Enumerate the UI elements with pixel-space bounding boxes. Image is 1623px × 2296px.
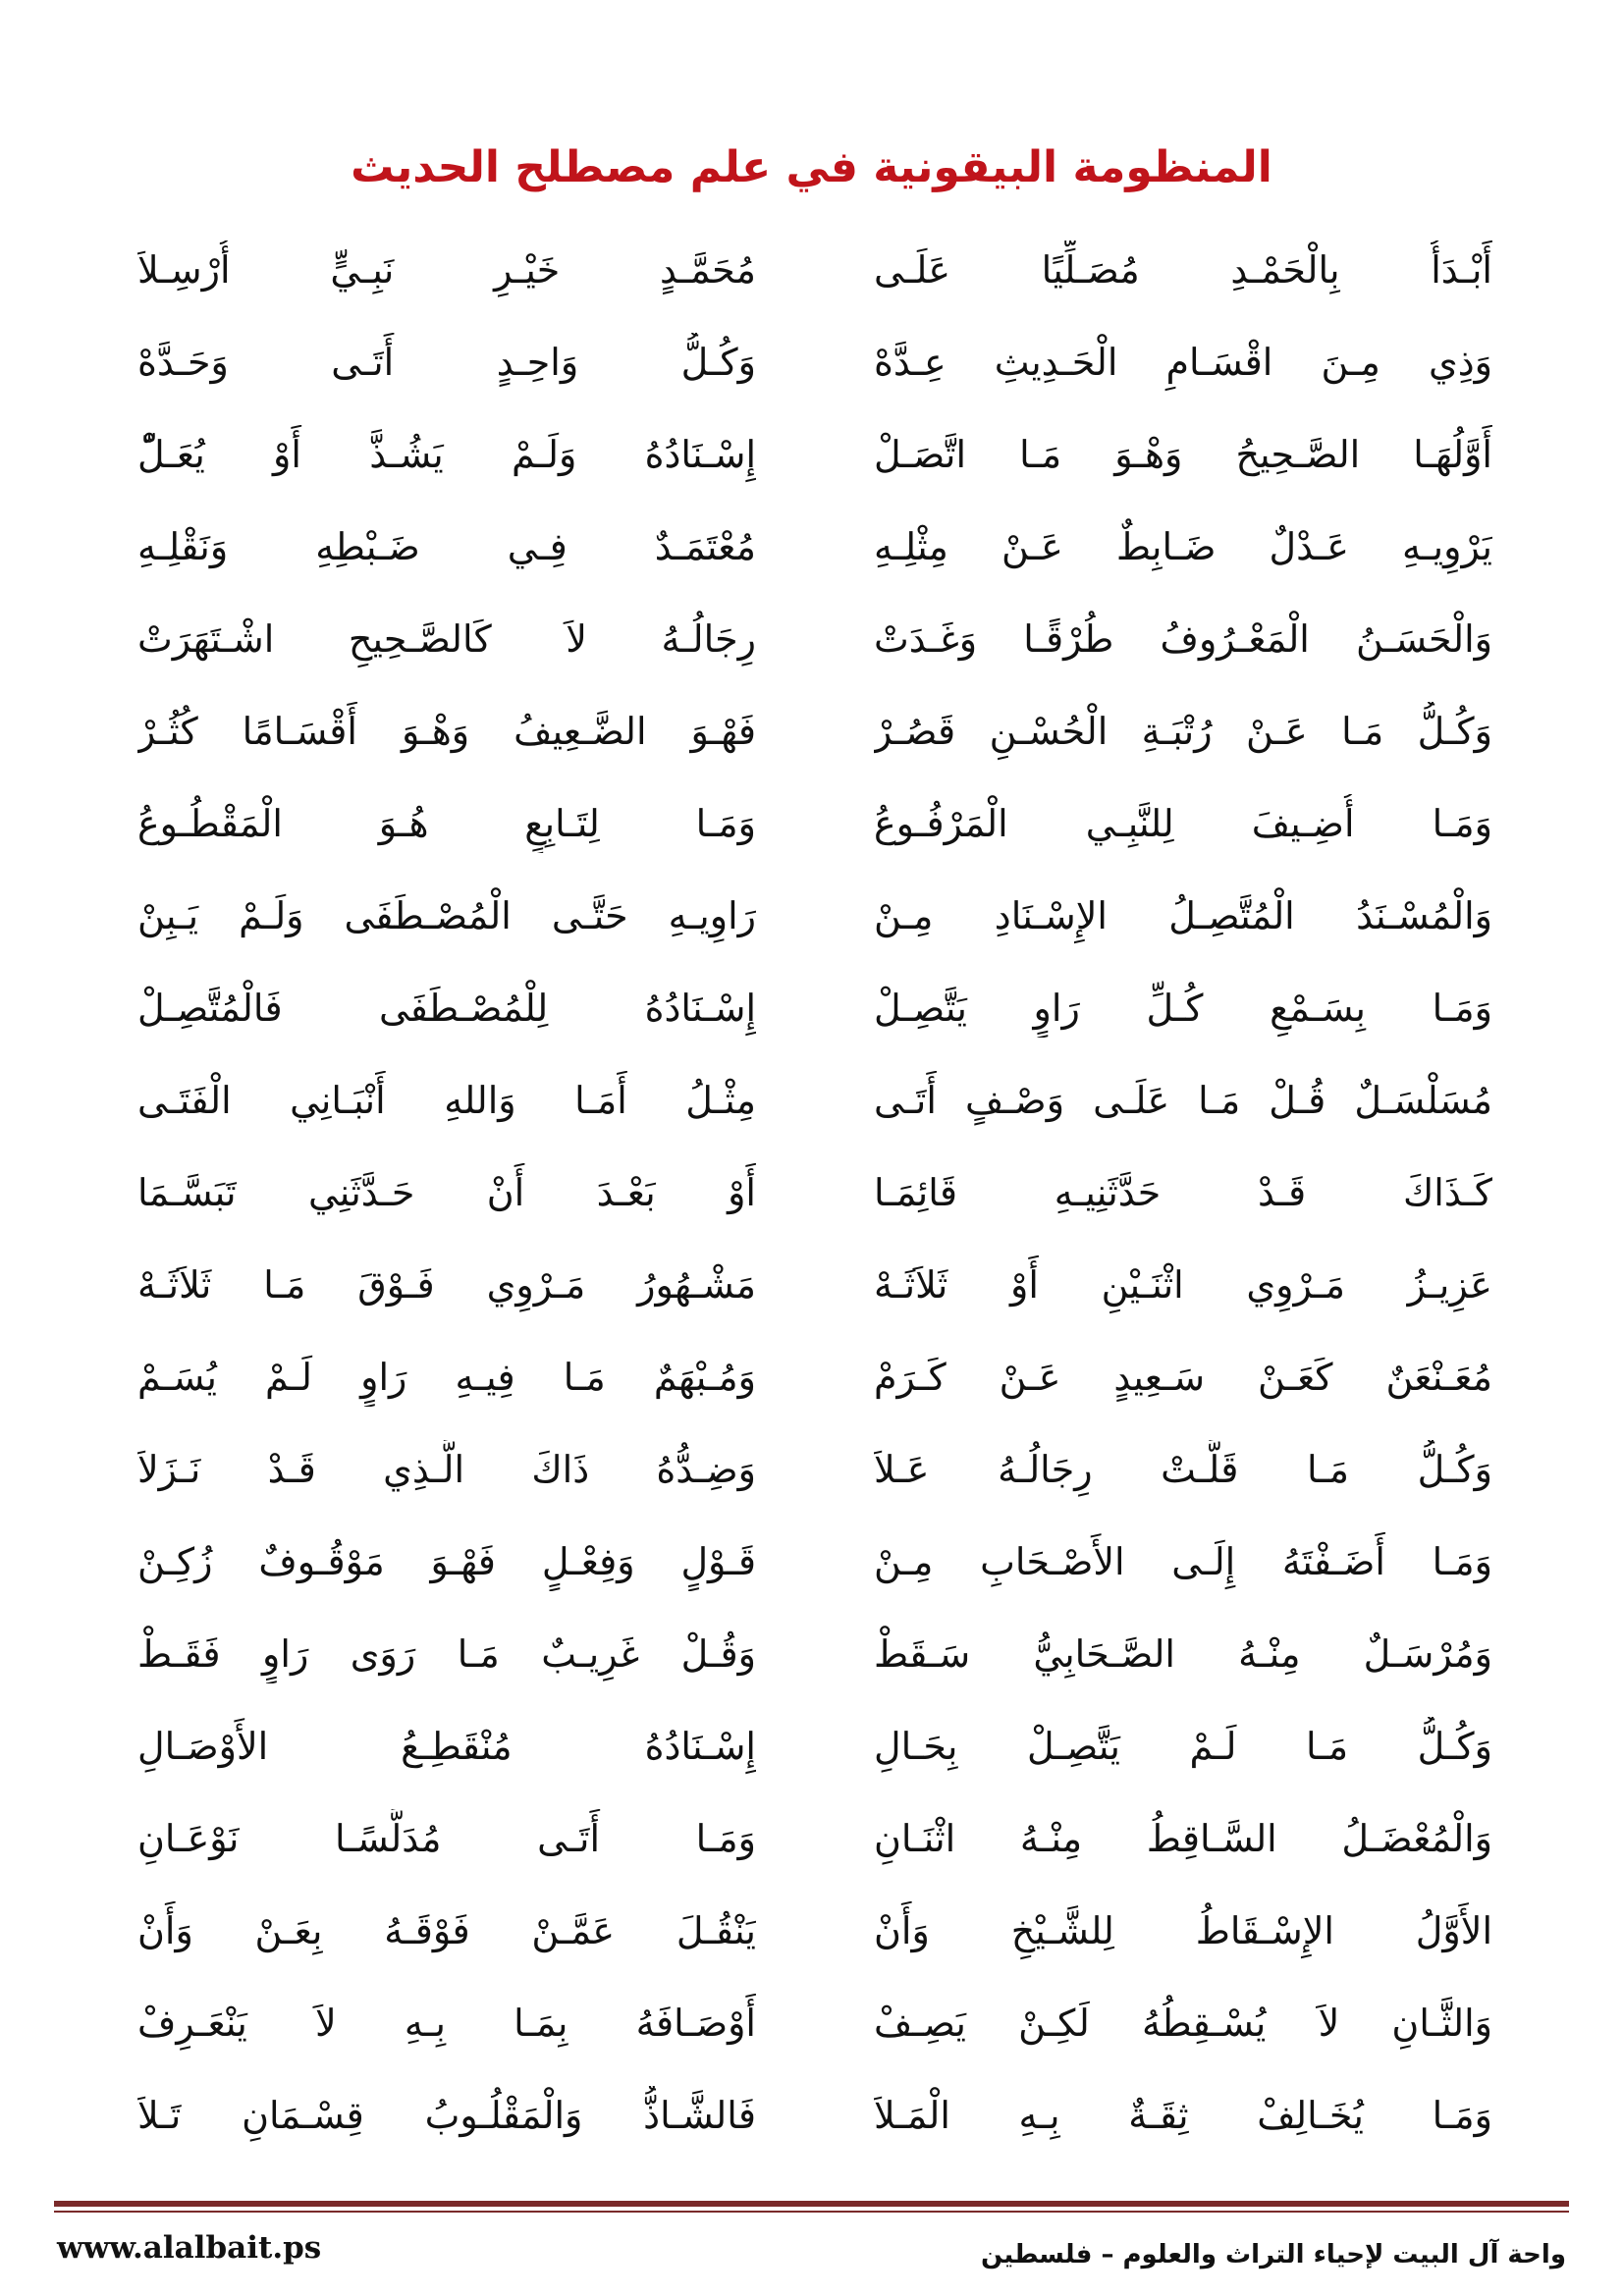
footer-divider-thin bbox=[54, 2211, 1569, 2213]
verse-row bbox=[137, 1700, 1492, 1792]
verse-right-hemistich: الأَوَّلُ الإِسْـقَاطُ لِلشَّـيْخِ وَأَنْ bbox=[874, 1909, 1492, 1952]
verse-right-hemistich: وَمَـا أُضِـيفَ لِلنَّبِـي الْمَرْفُـوعُ bbox=[874, 802, 1492, 845]
verse-row bbox=[137, 2069, 1492, 2162]
verse-left-hemistich: مَشْـهُورُ مَـرْوِي فَـوْقَ مَـا ثَلاَثَـهْ bbox=[137, 1263, 756, 1307]
verse-right-hemistich: وَالثَّـانِ لاَ يُسْـقِطُهُ لَكِـنْ يَصِـفْ bbox=[874, 2002, 1492, 2045]
verse-row bbox=[137, 1885, 1492, 1977]
verse-left-hemistich: مُحَمَّـدٍ خَيْـرِ نَبِـيٍّ أُرْسِـلاَ bbox=[137, 248, 756, 292]
verse-row bbox=[137, 685, 1492, 777]
verse-left-hemistich: مِثْـلُ أَمَـا وَاللهِ أَنْبَـانِي الْفَتَـى bbox=[137, 1079, 756, 1122]
verse-row bbox=[137, 1147, 1492, 1239]
verse-right-hemistich: وَكُـلُّ مَـا قَلَّـتْ رِجَالُـهُ عَـلاَ bbox=[874, 1448, 1492, 1491]
verse-left-hemistich: أَوْصَـافَهُ بِمَـا بِـهِ لاَ يَنْعَـرِفْ bbox=[137, 2002, 756, 2045]
verse-left-hemistich: أَوْ بَعْـدَ أَنْ حَـدَّثَنِي تَبَسَّـمَا bbox=[137, 1171, 756, 1214]
verse-left-hemistich: رَاوِيـهِ حَتَّـى الْمُصْـطَفَى وَلَـمْ يَـبِنْ bbox=[137, 894, 756, 937]
poem-body bbox=[137, 224, 1492, 2167]
verse-left-hemistich: إِسْـنَادُهُ لِلْمُصْـطَفَى فَالْمُتَّصِـلْ bbox=[137, 987, 756, 1030]
verse-left-hemistich: فَهْـوَ الضَّـعِيفُ وَهْـوَ أَقْسَـامًا كُثُـرْ bbox=[137, 710, 756, 753]
footer-divider-thick bbox=[54, 2201, 1569, 2207]
verse-row bbox=[137, 1331, 1492, 1423]
verse-row bbox=[137, 501, 1492, 593]
verse-row bbox=[137, 1423, 1492, 1516]
verse-left-hemistich: مُعْتَمَـدٌ فِـي ضَـبْطِهِ وَنَقْلِـهِ bbox=[137, 525, 756, 568]
verse-row bbox=[137, 1516, 1492, 1608]
verse-left-hemistich: قَـوْلٍ وَفِعْـلٍ فَهْـوَ مَوْقُـوفٌ زُكِـنْ bbox=[137, 1540, 756, 1583]
verse-left-hemistich: فَالشَّـاذُّ وَالْمَقْلُـوبُ قِسْـمَانِ تَـلاَ bbox=[137, 2094, 756, 2137]
verse-left-hemistich: يَنْقُـلَ عَمَّـنْ فَوْقَـهُ بِعَـنْ وَأَنْ bbox=[137, 1909, 756, 1952]
verse-right-hemistich: يَرْوِيـهِ عَـدْلٌ ضَـابِطٌ عَـنْ مِثْلِـهِ bbox=[874, 525, 1492, 568]
verse-left-hemistich: وَمَـا أَتَـى مُدَلَّسًـا نَوْعَـانِ bbox=[137, 1817, 756, 1860]
verse-row bbox=[137, 962, 1492, 1054]
verse-left-hemistich: وَضِـدُّهُ ذَاكَ الَّـذِي قَـدْ نَـزَلاَ bbox=[137, 1448, 756, 1491]
verse-right-hemistich: وَمَـا يُخَـالِفْ ثِقَـةٌ بِـهِ الْمَـلاَ bbox=[874, 2094, 1492, 2137]
verse-row bbox=[137, 316, 1492, 408]
verse-right-hemistich: أَوَّلُهَـا الصَّـحِيحُ وَهْـوَ مَـا اتَّصَـلْ bbox=[874, 433, 1492, 476]
verse-right-hemistich: وَكُـلُّ مَـا عَـنْ رُتْبَـةِ الْحُسْـنِ قَصُـرْ bbox=[874, 710, 1492, 753]
verse-left-hemistich: وَمَـا لِتَـابِعٍ هُـوَ الْمَقْطُـوعُ bbox=[137, 802, 756, 845]
footer-organization: واحة آل البيت لإحياء التراث والعلوم – فلسطين bbox=[980, 2240, 1566, 2269]
verse-left-hemistich: وَمُـبْهَمٌ مَـا فِيـهِ رَاوٍ لَـمْ يُسَـمْ bbox=[137, 1356, 756, 1399]
verse-row bbox=[137, 1977, 1492, 2069]
verse-row bbox=[137, 1239, 1492, 1331]
page-title: المنظومة البيقونية في علم مصطلح الحديث bbox=[351, 142, 1272, 193]
verse-right-hemistich: أَبْـدَأُ بِالْحَمْـدِ مُصَـلِّيًا عَلَـى bbox=[874, 248, 1492, 292]
verse-row bbox=[137, 870, 1492, 962]
verse-right-hemistich: مُعَـنْعَنٌ كَعَـنْ سَـعِيدٍ عَـنْ كَـرَمْ bbox=[874, 1356, 1492, 1399]
verse-right-hemistich: كَـذَاكَ قَـدْ حَدَّثَنِيـهِ قَائِمَـا bbox=[874, 1171, 1492, 1214]
verse-right-hemistich: وَمُرْسَـلٌ مِنْـهُ الصَّـحَابِيُّ سَـقَطْ bbox=[874, 1632, 1492, 1676]
verse-right-hemistich: عَزِيـزُ مَـرْوِي اثْنَـيْنِ أَوْ ثَلاَثَـهْ bbox=[874, 1263, 1492, 1307]
verse-left-hemistich: رِجَالُـهُ لاَ كَالصَّـحِيحِ اشْـتَهَرَتْ bbox=[137, 617, 756, 661]
verse-row bbox=[137, 777, 1492, 870]
verse-row bbox=[137, 224, 1492, 316]
verse-right-hemistich: وَذِي مِـنَ اقْسَـامِ الْحَـدِيثِ عِـدَّهْ bbox=[874, 341, 1492, 384]
verse-right-hemistich: وَالْحَسَـنُ الْمَعْـرُوفُ طُرْقًـا وَغَـدَتْ bbox=[874, 617, 1492, 661]
verse-row bbox=[137, 593, 1492, 685]
verse-right-hemistich: مُسَلْسَـلٌ قُـلْ مَـا عَلَـى وَصْـفٍ أَتَـى bbox=[874, 1079, 1492, 1122]
verse-row bbox=[137, 1792, 1492, 1885]
verse-right-hemistich: وَالْمُسْـنَدُ الْمُتَّصِـلُ الإِسْـنَادِ مِـنْ bbox=[874, 894, 1492, 937]
verse-row bbox=[137, 1054, 1492, 1147]
verse-right-hemistich: وَمَـا أَضَـفْتَهُ إِلَـى الأَصْـحَابِ مِـنْ bbox=[874, 1540, 1492, 1583]
verse-right-hemistich: وَالْمُعْضَـلُ السَّـاقِطُ مِنْـهُ اثْنَـانِ bbox=[874, 1817, 1492, 1860]
footer-website-link[interactable]: www.alalbait.ps bbox=[57, 2230, 322, 2266]
verse-row bbox=[137, 1608, 1492, 1700]
verse-row bbox=[137, 408, 1492, 501]
verse-left-hemistich: وَكُـلُّ وَاحِـدٍ أَتَـى وَحَـدَّهْ bbox=[137, 341, 756, 384]
verse-left-hemistich: إِسْـنَادُهُ وَلَـمْ يَشُـذَّ أَوْ يُعَـلّْ bbox=[137, 433, 756, 476]
verse-right-hemistich: وَمَـا بِسَـمْعِ كُـلِّ رَاوٍ يَتَّصِـلْ bbox=[874, 987, 1492, 1030]
verse-left-hemistich: وَقُـلْ غَرِيـبٌ مَـا رَوَى رَاوٍ فَقَـطْ bbox=[137, 1632, 756, 1676]
verse-left-hemistich: إِسْـنَادُهُ مُنْقَطِـعُ الأَوْصَـالِ bbox=[137, 1725, 756, 1768]
verse-right-hemistich: وَكُـلُّ مَـا لَـمْ يَتَّصِـلْ بِحَـالِ bbox=[874, 1725, 1492, 1768]
